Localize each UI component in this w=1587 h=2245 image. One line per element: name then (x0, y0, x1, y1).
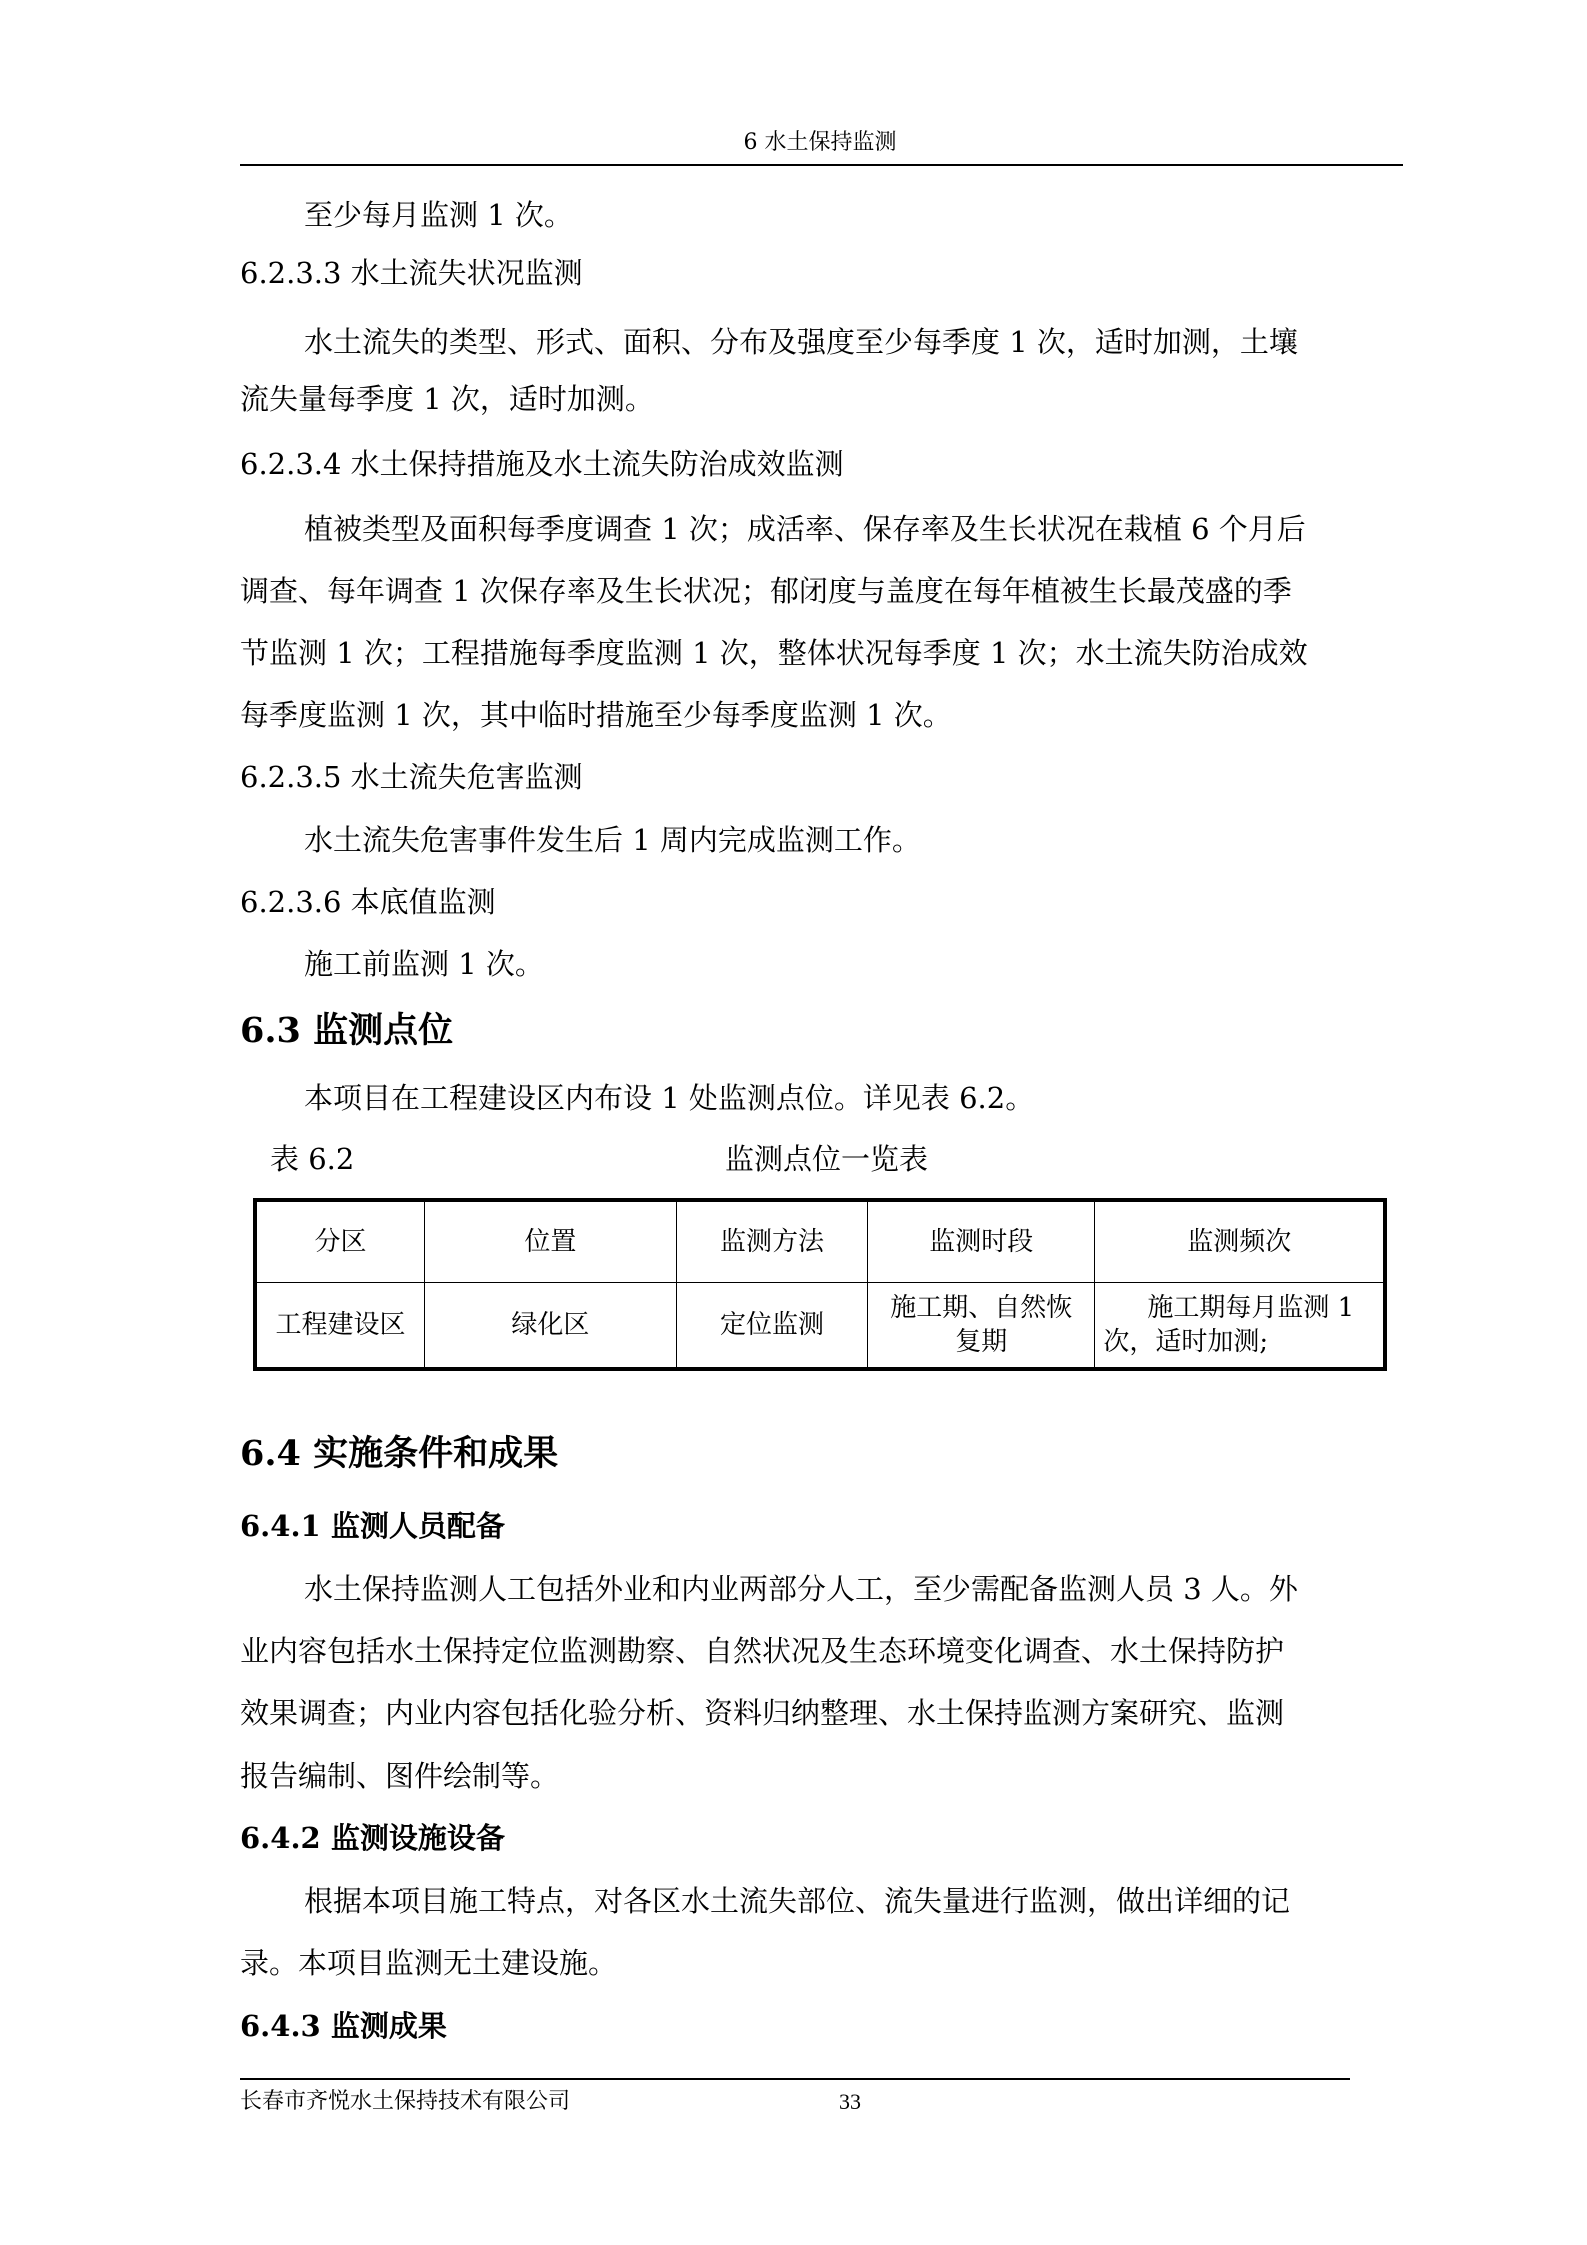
paragraph: 节监测 1 次；工程措施每季度监测 1 次，整体状况每季度 1 次；水土流失防治成效 (240, 636, 1308, 670)
table-header-cell: 监测频次 (1095, 1200, 1385, 1283)
table-header-cell: 监测时段 (868, 1200, 1095, 1283)
paragraph: 施工前监测 1 次。 (304, 947, 544, 981)
table-label: 表 6.2 (270, 1142, 355, 1176)
table-cell-method: 定位监测 (676, 1283, 867, 1370)
paragraph: 水土流失的类型、形式、面积、分布及强度至少每季度 1 次，适时加测，土壤 (304, 325, 1298, 359)
table-cell-location: 绿化区 (424, 1283, 676, 1370)
table-header-cell: 监测方法 (676, 1200, 867, 1283)
table-cell-frequency (1095, 1283, 1385, 1370)
paragraph: 效果调查；内业内容包括化验分析、资料归纳整理、水土保持监测方案研究、监测 (240, 1696, 1285, 1730)
section-heading-6-2-3-4: 6.2.3.4 水土保持措施及水土流失防治成效监测 (240, 447, 844, 481)
footer-rule (240, 2078, 1350, 2080)
paragraph: 水土流失危害事件发生后 1 周内完成监测工作。 (304, 823, 921, 857)
monitoring-points-table (253, 1198, 1387, 1371)
paragraph: 根据本项目施工特点，对各区水土流失部位、流失量进行监测，做出详细的记 (304, 1884, 1291, 1918)
paragraph: 报告编制、图件绘制等。 (240, 1759, 560, 1793)
table-title: 监测点位一览表 (725, 1142, 929, 1176)
frequency-line: 施工期每月监测 1 (1147, 1293, 1355, 1323)
section-heading-6-2-3-6: 6.2.3.6 本底值监测 (240, 885, 496, 919)
page-number: 33 (839, 2089, 861, 2114)
paragraph: 流失量每季度 1 次，适时加测。 (240, 382, 654, 416)
section-heading-6-2-3-5: 6.2.3.5 水土流失危害监测 (240, 760, 583, 794)
frequency-line: 次，适时加测; (1103, 1327, 1269, 1357)
section-heading-6-4-2: 6.4.2 监测设施设备 (240, 1821, 505, 1855)
running-header: 6 水土保持监测 (743, 130, 897, 155)
paragraph: 每季度监测 1 次，其中临时措施至少每季度监测 1 次。 (240, 698, 952, 732)
paragraph: 业内容包括水土保持定位监测勘察、自然状况及生态环境变化调查、水土保持防护 (240, 1634, 1285, 1668)
section-heading-6-4-1: 6.4.1 监测人员配备 (240, 1509, 505, 1543)
table-header-cell: 位置 (424, 1200, 676, 1283)
table-header-cell: 分区 (255, 1200, 424, 1283)
paragraph: 至少每月监测 1 次。 (304, 198, 573, 232)
table-row (255, 1283, 1385, 1370)
section-heading-6-3: 6.3 监测点位 (240, 1010, 454, 1051)
footer-company-name: 长春市齐悦水土保持技术有限公司 (240, 2089, 571, 2114)
paragraph: 本项目在工程建设区内布设 1 处监测点位。详见表 6.2。 (304, 1081, 1035, 1115)
period-line: 复期 (955, 1327, 1008, 1357)
section-heading-6-2-3-3: 6.2.3.3 水土流失状况监测 (240, 256, 583, 290)
table-header-row (255, 1200, 1385, 1283)
paragraph: 录。本项目监测无土建设施。 (240, 1946, 618, 1980)
paragraph: 植被类型及面积每季度调查 1 次；成活率、保存率及生长状况在栽植 6 个月后 (304, 512, 1306, 546)
table-cell-period (868, 1283, 1095, 1370)
paragraph: 调查、每年调查 1 次保存率及生长状况；郁闭度与盖度在每年植被生长最茂盛的季 (240, 574, 1292, 608)
section-heading-6-4-3: 6.4.3 监测成果 (240, 2009, 447, 2043)
header-rule (240, 164, 1403, 166)
period-line: 施工期、自然恢 (890, 1293, 1073, 1323)
paragraph: 水土保持监测人工包括外业和内业两部分人工，至少需配备监测人员 3 人。外 (304, 1572, 1298, 1606)
section-heading-6-4: 6.4 实施条件和成果 (240, 1433, 559, 1474)
table-cell-zone: 工程建设区 (255, 1283, 424, 1370)
